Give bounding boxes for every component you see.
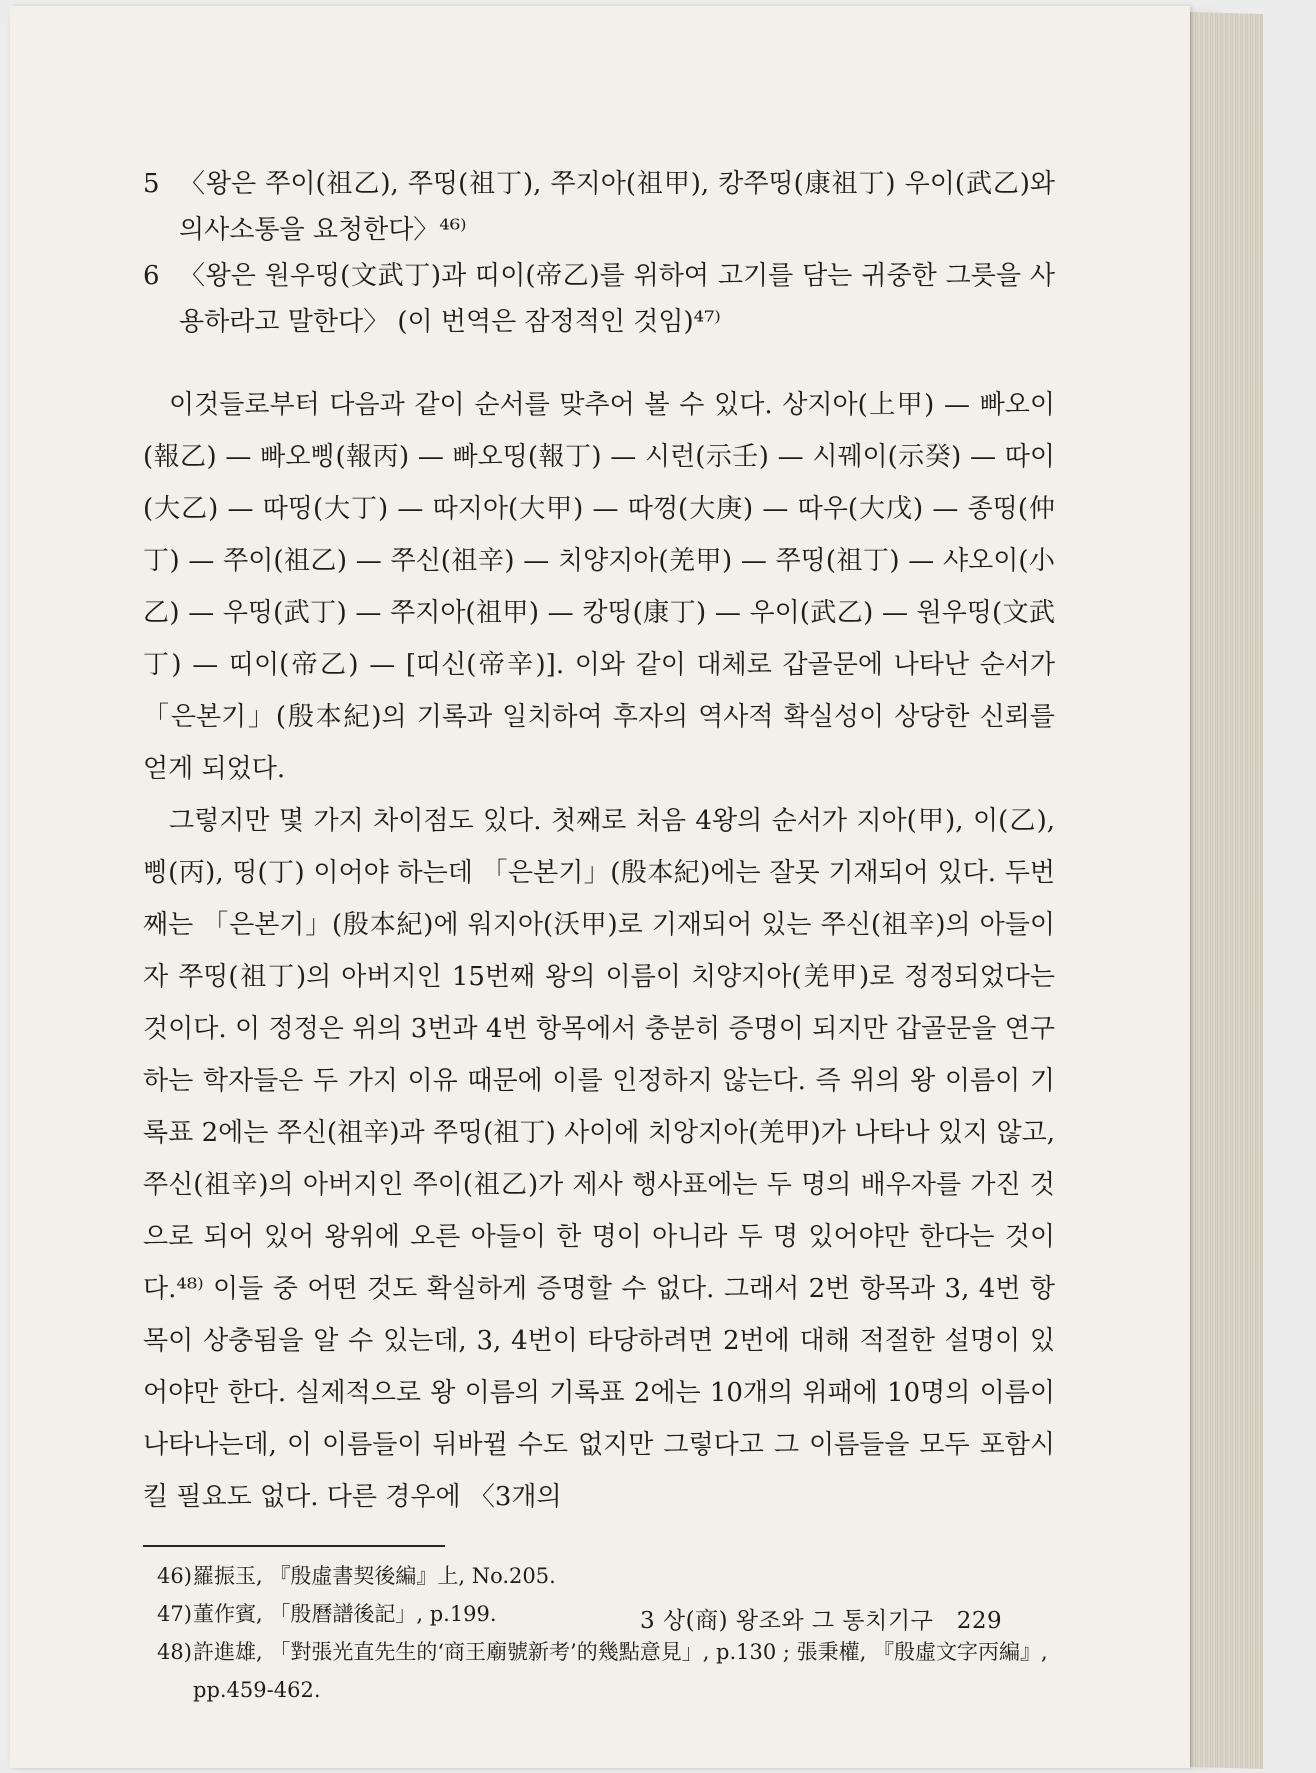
footnote-text: 許進雄, 「對張光直先生的‘商王廟號新考’的幾點意見」, p.130 ; 張秉權, 『殷虛文字丙編』, pp.459-462. <box>193 1640 1048 1702</box>
numbered-item-6 <box>143 253 1055 345</box>
footnote-divider <box>143 1545 445 1547</box>
running-footer-page-number: 3 상(商) 왕조와 그 통치기구 229 <box>640 1608 1003 1634</box>
page-text-block <box>143 161 1055 1709</box>
spacer <box>143 345 1055 379</box>
footnote-number: 48) <box>157 1640 192 1664</box>
footnote-46 <box>143 1557 1055 1595</box>
footnote-48 <box>143 1633 1055 1709</box>
numbered-item-5 <box>143 161 1055 253</box>
paragraph-differences: 그렇지만 몇 가지 차이점도 있다. 첫째로 처음 4왕의 순서가 지아(甲), 이(乙), 삥(丙), 띵(丁) 이어야 하는데 「은본기」(殷本紀)에는 잘못 기재되어 있다. 두번째는 「은본기」(殷本紀)에 워지아(沃甲)로 기재되어 있는 쭈신(祖辛)의 아들이자 쭈띵(祖丁)의 아버지인 15번째 왕의 이름이 치양지아(羌甲)로 정정되었다는 것이다. 이 정정은 위의 3번과 4번 항목에서 충분히 증명이 되지만 갑골문을 연구하는 학자들은 두 가지 이유 때문에 이를 인정하지 않는다. 즉 위의 왕 이름이 기록표 2에는 쭈신(祖辛)과 쭈띵(祖丁) 사이에 치앙지아(羌甲)가 나타나 있지 않고, 쭈신(祖辛)의 아버지인 쭈이(祖乙)가 제사 행사표에는 두 명의 배우자를 가진 것으로 되어 있어 왕위에 오른 아들이 한 명이 아니라 두 명 있어야만 한다는 것이다.⁴⁸⁾ 이들 중 어떤 것도 확실하게 증명할 수 없다. 그래서 2번 항목과 3, 4번 항목이 상충됨을 알 수 있는데, 3, 4번이 타당하려면 2번에 대해 적절한 설명이 있어야만 한다. 실제적으로 왕 이름의 기록표 2에는 10개의 위패에 10명의 이름이 나타나는데, 이 이름들이 뒤바뀔 수도 없지만 그렇다고 그 이름들을 모두 포함시킬 필요도 없다. 다른 경우에 〈3개의 <box>143 806 1055 1512</box>
book-page <box>10 6 1190 1768</box>
item-text: 〈왕은 쭈이(祖乙), 쭈띵(祖丁), 쭈지아(祖甲), 캉쭈띵(康祖丁) 우이(武乙)와 의사소통을 요청한다〉⁴⁶⁾ <box>179 169 1055 245</box>
footnote-text: 董作賓, 「殷曆譜後記」, p.199. <box>193 1602 497 1626</box>
page-stack-edge <box>1190 12 1263 1769</box>
item-number: 6 <box>143 261 160 291</box>
paragraph-king-order: 이것들로부터 다음과 같이 순서를 맞추어 볼 수 있다. 상지아(上甲) — 빠오이(報乙) — 빠오삥(報丙) — 빠오띵(報丁) — 시런(示壬) — 시꿰이(示癸) — 따이(大乙) — 따띵(大丁) — 따지아(大甲) — 따껑(大庚) — 따우(大戊) — 종띵(仲丁) — 쭈이(祖乙) — 쭈신(祖辛) — 치양지아(羌甲) — 쭈띵(祖丁) — 샤오이(小乙) — 우띵(武丁) — 쭈지아(祖甲) — 캉띵(康丁) — 우이(武乙) — 원우띵(文武丁) — 띠이(帝乙) — [띠신(帝辛)]. 이와 같이 대체로 갑골문에 나타난 순서가 「은본기」(殷本紀)의 기록과 일치하여 후자의 역사적 확실성이 상당한 신뢰를 얻게 되었다. <box>143 390 1055 784</box>
item-text: 〈왕은 원우띵(文武丁)과 띠이(帝乙)를 위하여 고기를 담는 귀중한 그릇을 사용하라고 말한다〉 (이 번역은 잠정적인 것임)⁴⁷⁾ <box>179 261 1055 337</box>
item-number: 5 <box>143 169 160 199</box>
footnote-number: 46) <box>157 1564 192 1588</box>
footnote-text: 羅振玉, 『殷虛書契後編』上, No.205. <box>193 1564 556 1588</box>
footnote-number: 47) <box>157 1602 192 1626</box>
